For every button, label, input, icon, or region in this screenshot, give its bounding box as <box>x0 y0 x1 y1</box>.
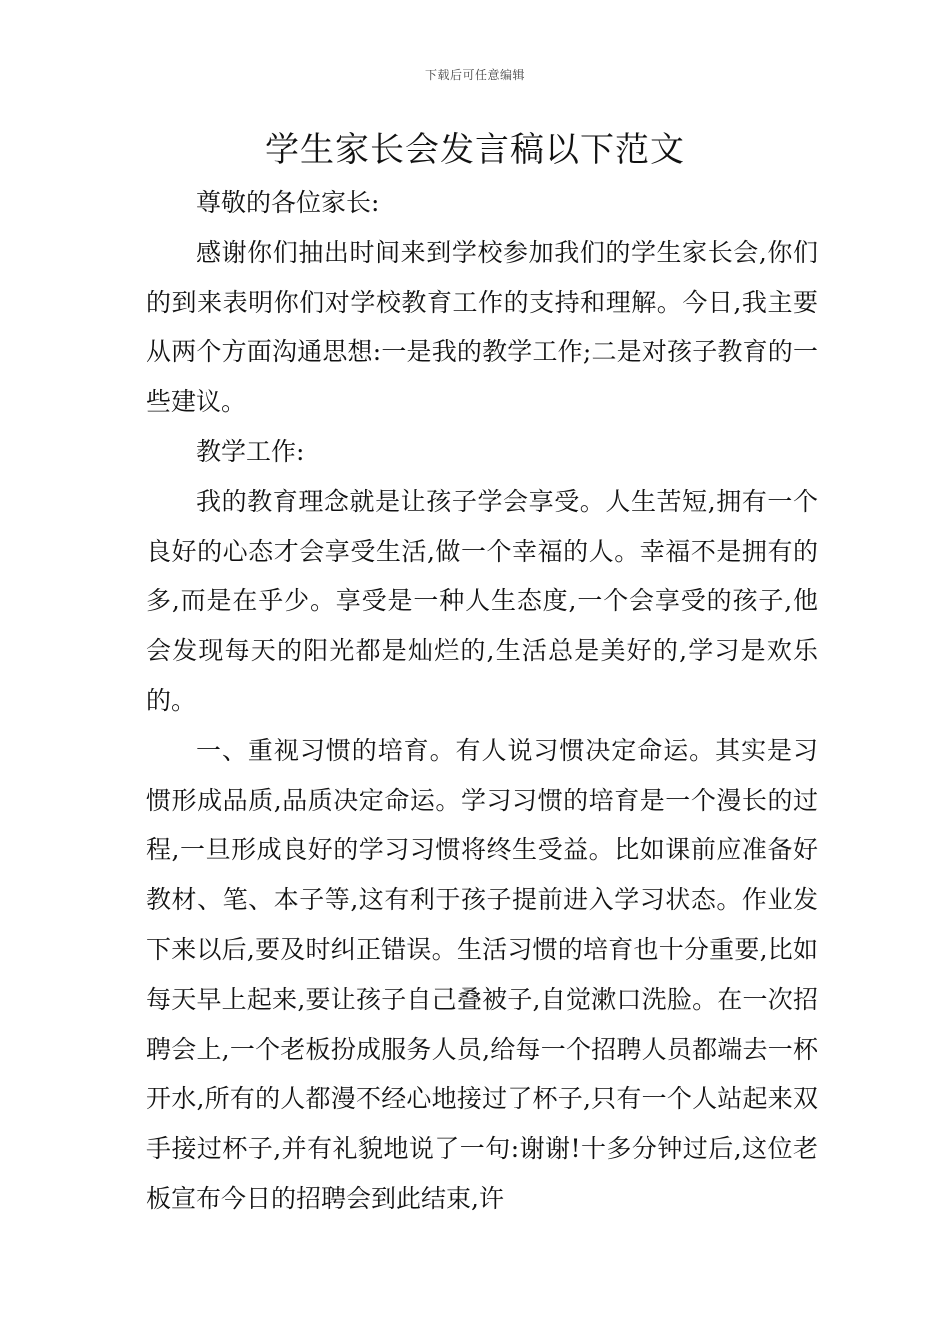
salutation: 尊敬的各位家长: <box>196 188 380 217</box>
header-note: 下载后可任意编辑 <box>424 68 525 82</box>
paragraph: 我的教育理念就是让孩子学会享受。人生苦短,拥有一个良好的心态才会享受生活,做一个幸福的人。幸福不是拥有的多,而是在乎少。享受是一种人生态度,一个会享受的孩子,他会发现每天的阳光都是灿烂的,生活总是美好的,学习是欢乐的。 <box>146 486 818 715</box>
paragraph: 感谢你们抽出时间来到学校参加我们的学生家长会,你们的到来表明你们对学校教育工作的支持和理解。今日,我主要从两个方面沟通思想:一是我的教学工作;二是对孩子教育的一些建议。 <box>146 237 818 417</box>
section-heading: 教学工作: <box>196 436 305 466</box>
document-title: 学生家长会发言稿以下范文 <box>265 130 685 170</box>
document-body <box>146 178 818 1224</box>
paragraph: 一、重视习惯的培育。有人说习惯决定命运。其实是习惯形成品质,品质决定命运。学习习惯的培育是一个漫长的过程,一旦形成良好的学习习惯将终生受益。比如课前应准备好教材、笔、本子等,这有利于孩子提前进入学习状态。作业发下来以后,要及时纠正错误。生活习惯的培育也十分重要,比如每天早上起来,要让孩子自己叠被子,自觉漱口洗脸。在一次招聘会上,一个老板扮成服务人员,给每一个招聘人员都端去一杯开水,所有的人都漫不经心地接过了杯子,只有一个人站起来双手接过杯子,并有礼貌地说了一句:谢谢!十多分钟过后,这位老板宣布今日的招聘会到此结束,许 <box>146 735 818 1213</box>
